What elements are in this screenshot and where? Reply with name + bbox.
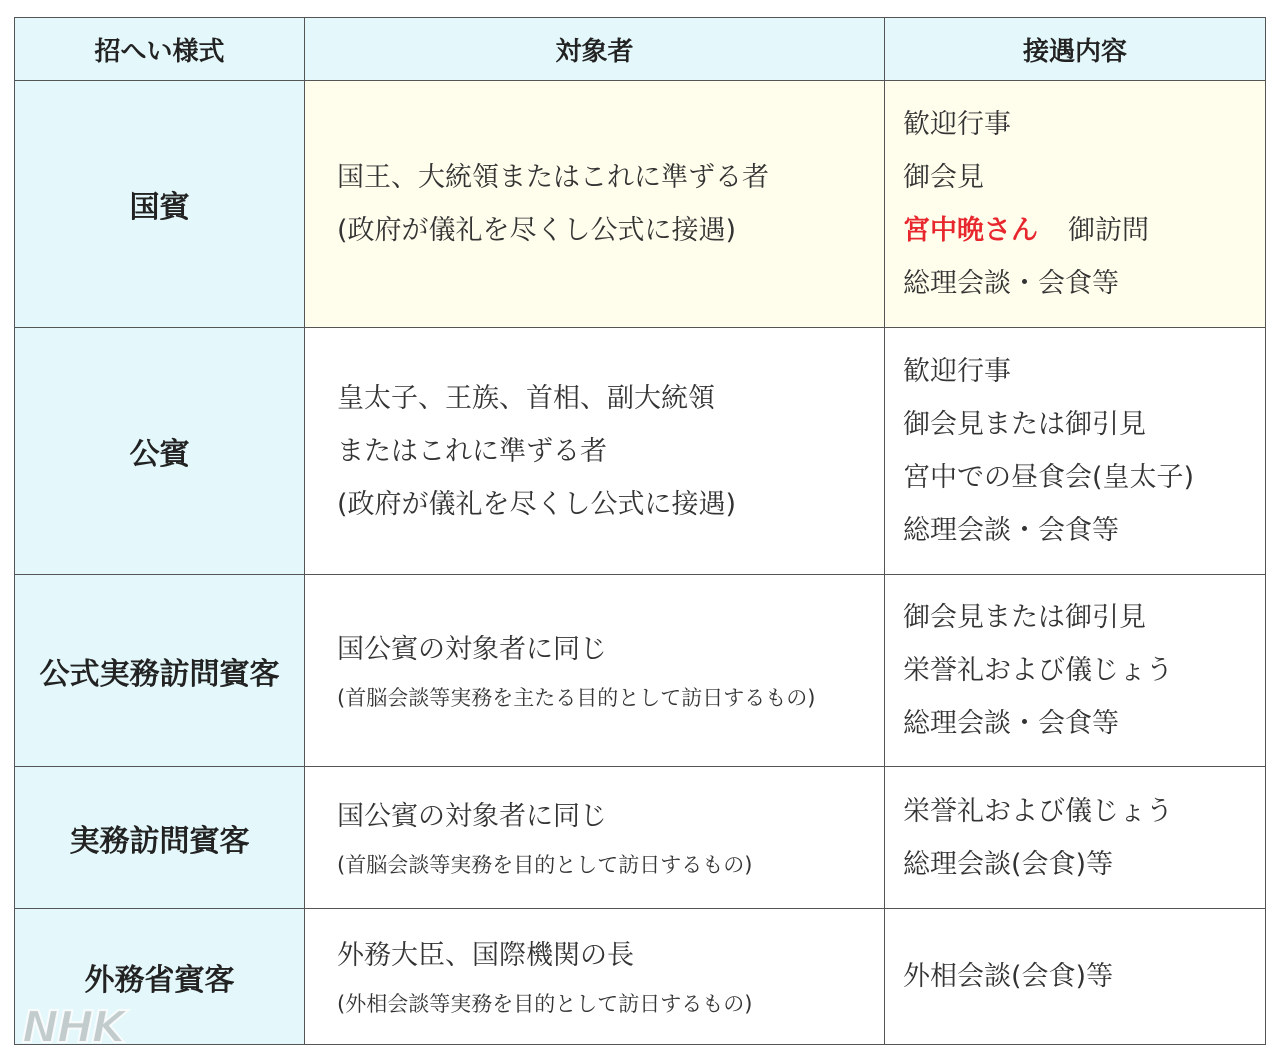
header-target: 対象者 — [305, 18, 885, 81]
target-line: 皇太子、王族、首相、副大統領 — [337, 382, 715, 414]
target-note: (首脳会談等実務を目的として訪日するもの) — [337, 853, 753, 877]
reception-line: 歓迎行事 — [903, 109, 1011, 140]
reception-cell — [885, 81, 1266, 328]
table-row — [15, 81, 1266, 328]
target-line: またはこれに準ずる者 — [337, 435, 607, 467]
reception-line: 御会見または御引見 — [903, 602, 1146, 633]
table-row — [15, 767, 1266, 909]
reception-text: 御訪問 — [1068, 215, 1149, 246]
target-line: (政府が儀礼を尽くし公式に接遇) — [337, 215, 737, 246]
target-cell — [305, 81, 885, 328]
target-line: (政府が儀礼を尽くし公式に接遇) — [337, 488, 737, 520]
nhk-watermark-logo: NHK — [22, 1002, 124, 1053]
reception-cell — [885, 767, 1266, 909]
reception-cell — [885, 575, 1266, 767]
reception-line: 御会見 — [903, 162, 984, 193]
table-row — [15, 909, 1266, 1045]
reception-line: 総理会談・会食等 — [903, 515, 1119, 546]
target-note: (首脳会談等実務を主たる目的として訪日するもの) — [337, 686, 816, 710]
reception-line: 栄誉礼および儀じょう — [903, 795, 1173, 827]
target-line: 国王、大統領またはこれに準ずる者 — [337, 162, 769, 193]
target-cell — [305, 767, 885, 909]
invitation-type-cell: 実務訪問賓客 — [15, 767, 305, 909]
reception-line: 栄誉礼および儀じょう — [903, 655, 1173, 686]
table-row — [15, 328, 1266, 575]
target-line: 外務大臣、国際機関の長 — [337, 940, 634, 971]
header-reception: 接遇内容 — [885, 18, 1266, 81]
reception-cell — [885, 328, 1266, 575]
target-note: (外相会談等実務を目的として訪日するもの) — [337, 992, 753, 1016]
table-header-row — [15, 18, 1266, 81]
target-line: 国公賓の対象者に同じ — [337, 634, 607, 665]
highlight-text: 宮中晩さん — [903, 215, 1038, 246]
target-cell — [305, 575, 885, 767]
reception-line: 総理会談(会食)等 — [903, 848, 1114, 880]
header-invitation-type: 招へい様式 — [15, 18, 305, 81]
target-line: 国公賓の対象者に同じ — [337, 801, 607, 832]
reception-cell — [885, 909, 1266, 1045]
invitation-type-cell: 公式実務訪問賓客 — [15, 575, 305, 767]
invitation-type-cell: 公賓 — [15, 328, 305, 575]
reception-line: 御会見または御引見 — [903, 409, 1146, 440]
reception-line: 外相会談(会食)等 — [903, 961, 1114, 992]
reception-line-highlight — [903, 204, 1265, 257]
reception-line: 総理会談・会食等 — [903, 268, 1119, 299]
target-cell — [305, 328, 885, 575]
reception-table — [14, 17, 1266, 1045]
reception-line: 総理会談・会食等 — [903, 708, 1119, 739]
reception-line: 宮中での昼食会(皇太子) — [903, 462, 1195, 493]
reception-line: 歓迎行事 — [903, 356, 1011, 387]
invitation-type-cell: 国賓 — [15, 81, 305, 328]
table-row — [15, 575, 1266, 767]
target-cell — [305, 909, 885, 1045]
invitation-type-cell: 外務省賓客 — [15, 909, 305, 1045]
